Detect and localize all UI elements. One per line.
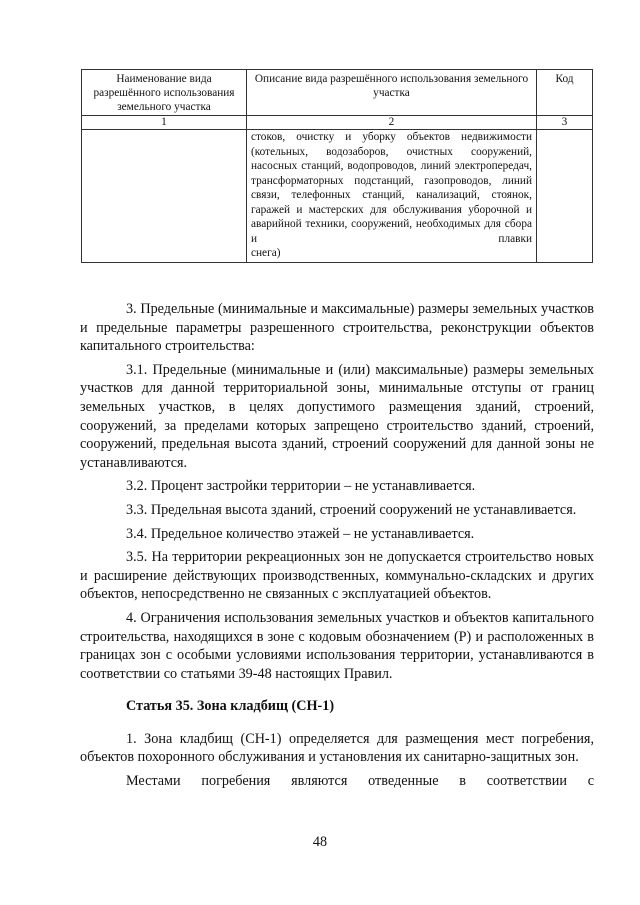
article-paragraph-2: Местами погребения являются отведенные в соответствии с (126, 773, 594, 790)
body-text (80, 300, 594, 796)
paragraph-3-5: 3.5. На территории рекреационных зон не допускается строительство новых и расширение действующих производственных, коммунально-складских и других объектов, непосредственно не связанных с эксплуатацией объектов. (80, 549, 594, 603)
table-row (82, 130, 593, 263)
land-use-table (81, 69, 593, 263)
table-header-row (82, 70, 593, 116)
article-title: Статья 35. Зона кладбищ (СН-1) (126, 698, 335, 715)
paragraph-3-4: 3.4. Предельное количество этажей – не устанавливается. (126, 525, 475, 542)
header-code: Код (537, 70, 593, 116)
header-description: Описание вида разрешённого использования земельного участка (247, 70, 537, 116)
table-number-row (82, 116, 593, 130)
paragraph-3-1: 3.1. Предельные (минимальные и (или) максимальные) размеры земельных участков для данной территориальной зоны, минимальные отступы от границ земельных участков, в целях допустимого размещения зданий, строений, сооружений, за пределами которых запрещено строительство зданий, строений, сооружений, предельная высота зданий, строений сооружений для данной зоны не устанавливаются. (80, 361, 594, 471)
column-number-2: 2 (247, 116, 537, 130)
paragraph-3-2: 3.2. Процент застройки территории – не устанавливается. (126, 478, 476, 495)
cell-description (247, 130, 537, 263)
cell-code (537, 130, 593, 263)
column-number-3: 3 (537, 116, 593, 130)
header-name: Наименование вида разрешённого использования земельного участка (82, 70, 247, 116)
page-number: 48 (312, 834, 328, 850)
paragraph-4: 4. Ограничения использования земельных участков и объектов капитального строительства, находящихся в зоне с кодовым обозначением (Р) и расположенных в границах зон с особыми условиями использования территории, устанавливаются в соответствии со статьями 39-48 настоящих Правил. (80, 609, 594, 682)
cell-name (82, 130, 247, 263)
paragraph-3: 3. Предельные (минимальные и максимальные) размеры земельных участков и предельные параметры разрешенного строительства, реконструкции объектов капитального строительства: (80, 301, 594, 355)
article-paragraph-1: 1. Зона кладбищ (СН-1) определяется для размещения мест погребения, объектов похоронного обслуживания и установления их санитарно-защитных зон. (80, 730, 594, 766)
cell-description-text: стоков, очистку и уборку объектов недвижимости (котельных, водозаборов, очистных сооружений, насосных станций, водопроводов, линий электропередач, трансформаторных подстанций, газопроводов, линий связи, телефонных станций, канализаций, стоянок, гаражей и мастерских для обслуживания уборочной и аварийной техники, сооружений, необходимых для сбора и плавки (251, 131, 532, 245)
cell-description-last: снега) (251, 247, 281, 259)
paragraph-3-3: 3.3. Предельная высота зданий, строений сооружений не устанавливается. (126, 501, 577, 518)
column-number-1: 1 (82, 116, 247, 130)
